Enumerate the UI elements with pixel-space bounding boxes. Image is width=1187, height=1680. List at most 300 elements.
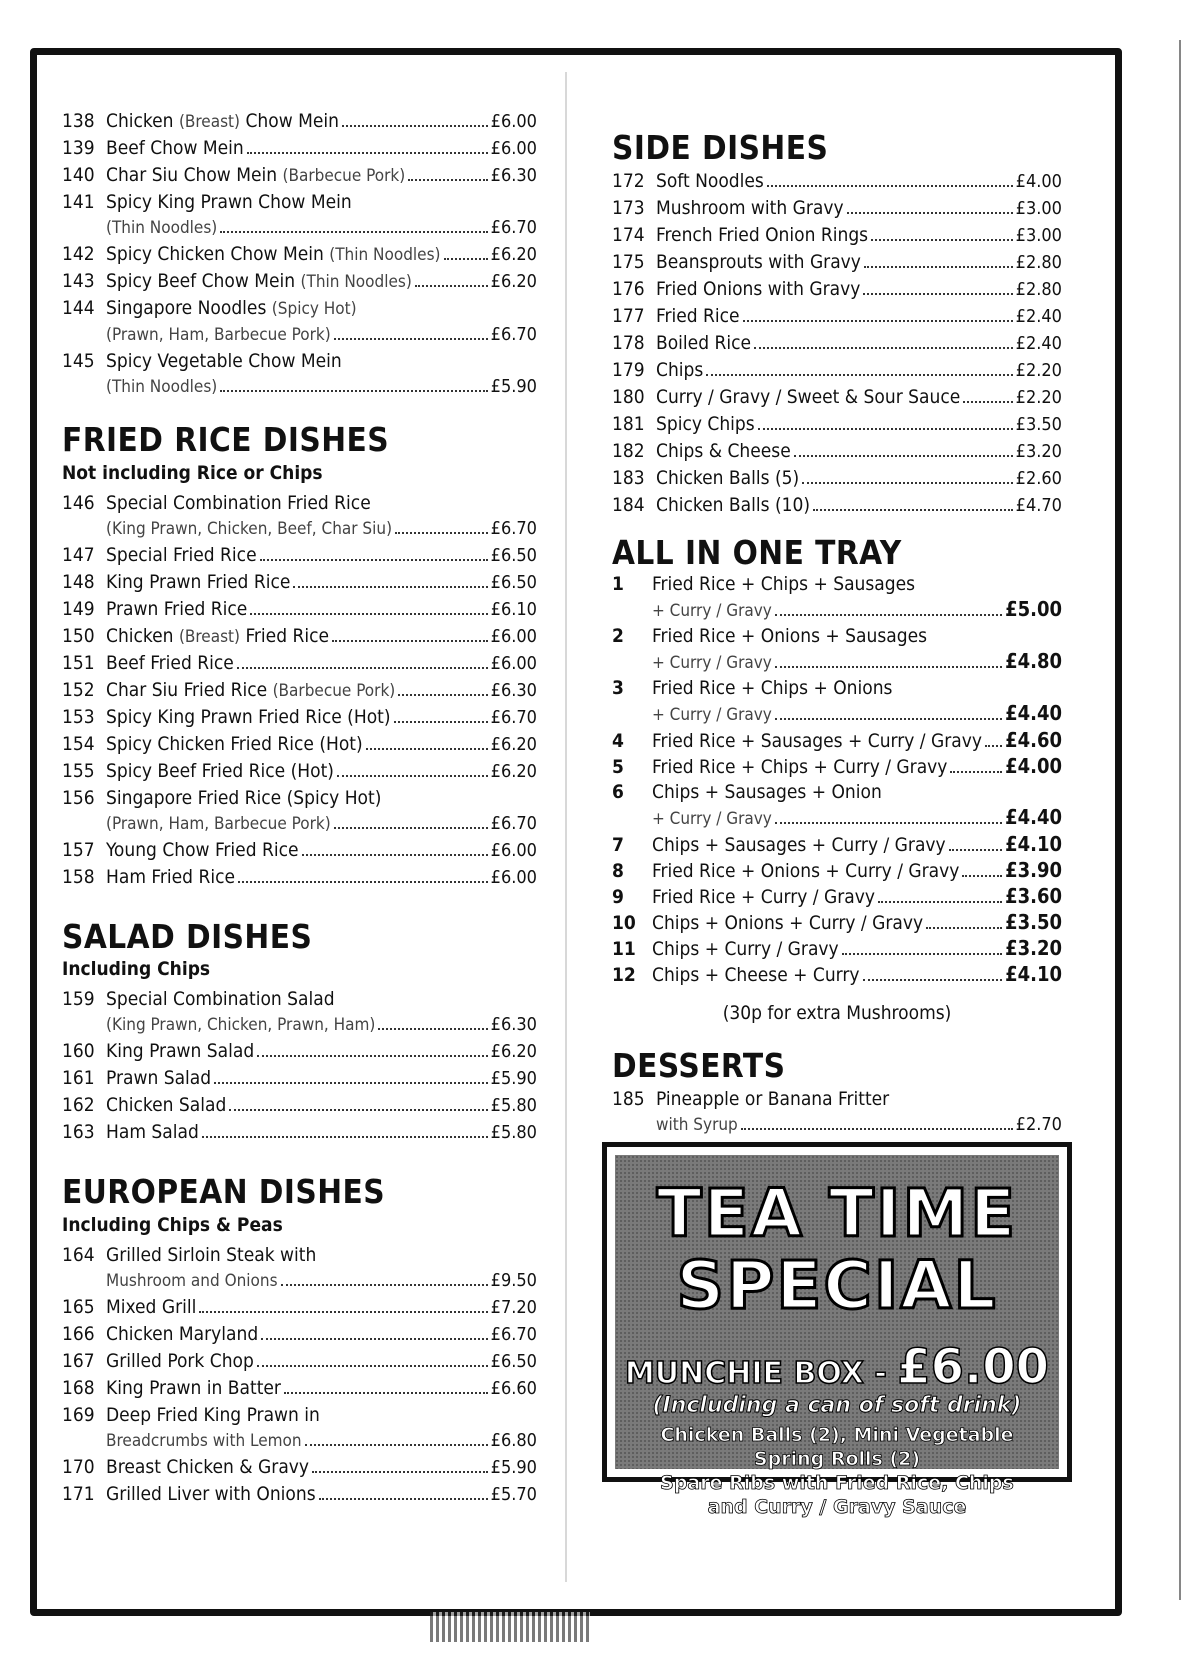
- menu-item-line: [612, 330, 1062, 357]
- menu-item-line: [62, 1428, 537, 1454]
- item-name: [106, 1038, 254, 1064]
- item-number: 8: [612, 860, 624, 883]
- item-number: 147: [62, 543, 95, 566]
- item-note: (Barbecue Pork): [272, 680, 396, 701]
- item-number: 9: [612, 886, 624, 909]
- menu-item-line: [612, 572, 1062, 597]
- menu-item-line: [62, 758, 537, 785]
- menu-item-line: [62, 189, 537, 215]
- menu-item: [62, 677, 537, 704]
- menu-item: [612, 303, 1062, 330]
- menu-item: [62, 1242, 537, 1294]
- menu-item-line: [62, 1012, 537, 1038]
- item-number: 159: [62, 988, 95, 1011]
- dot-leader: [767, 185, 1013, 187]
- menu-item-line: [62, 1294, 537, 1321]
- item-name: [656, 357, 703, 383]
- menu-item-line: [62, 295, 537, 322]
- item-detail: (King Prawn, Chicken, Prawn, Ham): [106, 1015, 376, 1036]
- item-price: £4.70: [1015, 494, 1062, 516]
- menu-item: [62, 108, 537, 135]
- menu-item-line: [62, 1375, 537, 1402]
- menu-item: [62, 268, 537, 295]
- item-name-text: Spicy Beef Fried Rice (Hot): [106, 759, 334, 782]
- item-price: £6.70: [490, 812, 537, 834]
- menu-item-line: [62, 596, 537, 623]
- menu-item: [612, 754, 1062, 780]
- dot-leader: [878, 901, 1002, 903]
- item-number: 162: [62, 1094, 95, 1117]
- item-number: 153: [62, 705, 95, 728]
- item-number: 10: [612, 912, 636, 935]
- item-name: [106, 1402, 320, 1428]
- item-detail: + Curry / Gravy: [652, 809, 772, 830]
- menu-item-line: [62, 569, 537, 596]
- menu-item: [612, 884, 1062, 910]
- item-name: [656, 249, 861, 275]
- menu-item: [62, 1092, 537, 1119]
- dot-leader: [758, 428, 1013, 430]
- item-name: [656, 492, 810, 518]
- item-detail: Mushroom and Onions: [106, 1270, 278, 1291]
- item-name-text: Chicken Balls (10): [656, 493, 811, 516]
- item-number: 139: [62, 137, 95, 159]
- item-number: 175: [612, 250, 645, 273]
- menu-item-line: [612, 222, 1062, 249]
- item-price: £5.80: [490, 1122, 537, 1144]
- item-price: £2.20: [1015, 386, 1062, 408]
- menu-item-line: [612, 701, 1062, 728]
- menu-item-line: [62, 268, 537, 295]
- dot-leader: [775, 822, 1002, 824]
- dot-leader: [229, 1109, 487, 1111]
- item-name: [652, 885, 875, 910]
- item-price: £6.50: [490, 544, 537, 566]
- menu-item-line: [62, 1402, 537, 1428]
- item-price: £5.90: [490, 1068, 537, 1090]
- item-price: £6.00: [490, 625, 537, 647]
- dot-leader: [743, 320, 1013, 322]
- item-name: [106, 1454, 309, 1480]
- item-name: [106, 1092, 226, 1118]
- item-price: £4.10: [1005, 962, 1062, 987]
- item-name: [106, 731, 363, 757]
- item-name: [652, 780, 882, 805]
- dot-leader: [260, 559, 488, 561]
- dot-leader: [863, 979, 1003, 981]
- item-name: [652, 937, 839, 962]
- item-name-text: Singapore Noodles: [106, 297, 272, 319]
- item-name: [652, 833, 946, 858]
- item-detail: Breadcrumbs with Lemon: [106, 1430, 302, 1451]
- item-detail: (Thin Noodles): [106, 377, 218, 397]
- item-price: £3.60: [1005, 884, 1062, 909]
- menu-item-line: [612, 805, 1062, 832]
- menu-item: [62, 295, 537, 348]
- dot-leader: [394, 721, 488, 723]
- item-name-text: Singapore Fried Rice (Spicy Hot): [106, 786, 382, 809]
- item-price: £6.10: [490, 598, 537, 620]
- item-number: 1: [612, 573, 624, 596]
- munchie-box-label: MUNCHIE BOX -: [624, 1356, 898, 1391]
- item-name: [106, 348, 342, 374]
- item-name: [652, 963, 860, 988]
- item-name-text: Grilled Sirloin Steak with: [106, 1243, 317, 1266]
- dot-leader: [302, 854, 488, 856]
- item-name: [106, 986, 335, 1012]
- item-number: 167: [62, 1349, 95, 1372]
- menu-item-line: [612, 624, 1062, 649]
- menu-item: [62, 1375, 537, 1402]
- european-list: [62, 1242, 537, 1508]
- item-name-text: Special Combination Salad: [106, 988, 335, 1011]
- item-name: [106, 189, 352, 215]
- menu-item: [612, 572, 1062, 624]
- item-name-text: Spicy King Prawn Fried Rice (Hot): [106, 705, 391, 728]
- dot-leader: [281, 1284, 488, 1286]
- menu-item: [62, 837, 537, 864]
- item-name-text: Young Chow Fried Rice: [106, 838, 299, 861]
- item-name-text: Pineapple or Banana Fritter: [656, 1087, 890, 1110]
- dot-leader: [220, 231, 487, 233]
- item-name: [106, 758, 334, 784]
- item-price: £6.20: [490, 1041, 537, 1063]
- item-price: £6.80: [490, 1429, 537, 1451]
- item-number: 144: [62, 297, 95, 319]
- dot-leader: [741, 1128, 1013, 1130]
- dot-leader: [247, 152, 488, 154]
- menu-item: [62, 162, 537, 189]
- item-price: £4.00: [1015, 170, 1062, 192]
- item-name-text: Fried Rice + Sausages + Curry / Gravy: [652, 730, 982, 753]
- dot-leader: [949, 849, 1002, 851]
- menu-item-line: [62, 704, 537, 731]
- salad-title: SALAD DISHES: [62, 916, 313, 956]
- item-name-text: Ham Fried Rice: [106, 865, 235, 888]
- menu-item: [612, 249, 1062, 276]
- item-price: £3.00: [1015, 197, 1062, 219]
- menu-item-line: [62, 241, 537, 268]
- item-name-text: Spicy Beef Chow Mein: [106, 270, 301, 292]
- menu-item: [62, 785, 537, 837]
- fried-rice-subtitle: Not including Rice or Chips: [62, 461, 323, 484]
- item-price: £6.70: [490, 1323, 537, 1345]
- menu-item: [612, 858, 1062, 884]
- item-number: 151: [62, 651, 95, 674]
- item-name: [656, 222, 868, 248]
- menu-item: [612, 357, 1062, 384]
- menu-item-line: [62, 1454, 537, 1481]
- dot-leader: [238, 881, 488, 883]
- munchie-contents-line2: Spare Ribs with Fried Rice, Chips: [660, 1472, 1014, 1494]
- item-name-text: Char Siu Chow Mein: [106, 164, 283, 186]
- item-price: £6.30: [490, 1014, 537, 1036]
- item-number: 180: [612, 385, 645, 408]
- desserts-title: DESSERTS: [612, 1046, 786, 1086]
- munchie-box-including: (Including a can of soft drink): [652, 1393, 1022, 1418]
- item-note: (Thin Noodles): [329, 245, 441, 265]
- menu-item-line: [612, 649, 1062, 676]
- dot-leader: [864, 266, 1013, 268]
- dot-leader: [237, 667, 488, 669]
- item-name-text: Chips + Sausages + Curry / Gravy: [652, 834, 946, 857]
- item-number: 182: [612, 439, 645, 462]
- item-price: £4.40: [1005, 805, 1062, 830]
- menu-item-line: [62, 490, 537, 516]
- item-name-text: Chips + Curry / Gravy: [652, 938, 839, 961]
- item-name: [106, 241, 441, 268]
- munchie-contents-line1: Chicken Balls (2), Mini Vegetable Spring Rolls (2): [660, 1424, 1014, 1470]
- menu-item-line: [62, 135, 537, 162]
- item-number: 177: [612, 304, 645, 327]
- menu-item-line: [62, 785, 537, 811]
- item-price: £4.80: [1005, 649, 1062, 674]
- item-price: £3.50: [1005, 910, 1062, 935]
- item-name: [106, 268, 412, 295]
- dot-leader: [342, 125, 488, 127]
- item-detail: (Prawn, Ham, Barbecue Pork): [106, 325, 331, 345]
- page-edge: [1179, 40, 1181, 1600]
- item-name-text: Spicy Chips: [656, 412, 755, 435]
- fried-rice-title: FRIED RICE DISHES: [62, 420, 390, 459]
- item-price: £6.30: [490, 165, 537, 186]
- chow-mein-list: [62, 108, 537, 400]
- side-dishes-title: SIDE DISHES: [612, 128, 829, 167]
- item-name: [656, 168, 764, 194]
- item-name-text: Fried Rice + Chips + Onions: [652, 677, 893, 700]
- item-name-text: Spicy King Prawn Chow Mein: [106, 191, 352, 213]
- menu-item-line: [62, 322, 537, 348]
- item-price: £5.70: [490, 1483, 537, 1505]
- item-name: [656, 303, 740, 329]
- item-price: £6.50: [490, 571, 537, 593]
- dot-leader: [305, 1444, 488, 1446]
- page-fold: [565, 72, 567, 1582]
- item-name: [656, 1086, 889, 1112]
- item-price: £5.90: [490, 1456, 537, 1478]
- item-name: [106, 677, 395, 704]
- item-price: £4.00: [1005, 754, 1062, 779]
- item-price: £6.20: [490, 760, 537, 782]
- menu-item: [62, 348, 537, 400]
- item-number: 142: [62, 243, 95, 265]
- menu-item-line: [612, 303, 1062, 330]
- item-name: [106, 108, 339, 135]
- item-name-text: Soft Noodles: [656, 169, 764, 192]
- dot-leader: [337, 775, 488, 777]
- item-price: £6.20: [490, 733, 537, 755]
- item-name: [652, 572, 915, 597]
- menu-item-line: [62, 623, 537, 650]
- dot-leader: [775, 614, 1002, 616]
- item-name: [656, 384, 960, 410]
- menu-item-line: [612, 168, 1062, 195]
- item-number: 155: [62, 759, 95, 782]
- item-name: [106, 1119, 199, 1145]
- item-name: [106, 542, 257, 568]
- item-number: 154: [62, 732, 95, 755]
- item-number: 168: [62, 1376, 95, 1399]
- menu-item-line: [62, 650, 537, 677]
- item-number: 7: [612, 834, 624, 857]
- item-name-text: Fried Rice + Curry / Gravy: [652, 886, 875, 909]
- dot-leader: [963, 401, 1012, 403]
- item-price: £5.90: [490, 376, 537, 397]
- menu-item-line: [612, 936, 1062, 962]
- item-name-text: King Prawn Salad: [106, 1040, 255, 1063]
- item-price: £3.90: [1005, 858, 1062, 883]
- menu-item-line: [62, 1038, 537, 1065]
- item-name-text: Char Siu Fried Rice: [106, 678, 273, 701]
- item-name: [106, 785, 381, 811]
- menu-item: [612, 624, 1062, 676]
- item-number: 165: [62, 1295, 95, 1318]
- item-price: £6.70: [490, 217, 537, 238]
- side-dishes-list: [612, 168, 1062, 519]
- dot-leader: [802, 482, 1012, 484]
- menu-item: [612, 195, 1062, 222]
- menu-item: [612, 676, 1062, 728]
- item-number: 4: [612, 730, 624, 753]
- item-name: [106, 864, 235, 890]
- menu-item: [612, 832, 1062, 858]
- menu-item: [62, 135, 537, 162]
- european-subtitle: Including Chips & Peas: [62, 1213, 283, 1236]
- menu-item-line: [62, 108, 537, 135]
- menu-item-line: [62, 1268, 537, 1294]
- menu-item: [62, 731, 537, 758]
- item-detail: + Curry / Gravy: [652, 601, 772, 622]
- all-in-one-tray-title: ALL IN ONE TRAY: [612, 532, 902, 572]
- item-name-text: Fried Rice + Chips + Curry / Gravy: [652, 756, 948, 779]
- item-note: (Breast): [178, 626, 241, 647]
- item-name-text: Fried Rice + Onions + Sausages: [652, 625, 927, 648]
- item-price: £6.30: [490, 679, 537, 701]
- item-name-text: Chips + Cheese + Curry: [652, 964, 860, 987]
- item-name: [106, 1321, 258, 1347]
- menu-item: [62, 650, 537, 677]
- item-price: £3.20: [1015, 440, 1062, 462]
- item-price: £6.00: [490, 138, 537, 159]
- item-price: £6.00: [490, 111, 537, 132]
- item-price: £4.60: [1005, 728, 1062, 753]
- dot-leader: [794, 455, 1013, 457]
- item-number: 185: [612, 1087, 645, 1110]
- item-price: £2.40: [1015, 332, 1062, 354]
- item-number: 146: [62, 491, 95, 514]
- item-name: [106, 596, 247, 622]
- item-name-text: Ham Salad: [106, 1121, 199, 1144]
- item-name-text: Chips + Sausages + Onion: [652, 781, 882, 804]
- item-number: 12: [612, 964, 636, 987]
- munchie-box-price: £6.00: [897, 1339, 1050, 1395]
- item-number: 149: [62, 597, 95, 620]
- dot-leader: [813, 509, 1013, 511]
- item-name-text: Fried Onions with Gravy: [656, 277, 861, 300]
- menu-item: [612, 330, 1062, 357]
- item-price: £3.20: [1005, 936, 1062, 961]
- menu-item: [612, 384, 1062, 411]
- item-price: £6.20: [490, 271, 537, 292]
- menu-item: [62, 569, 537, 596]
- menu-item: [62, 704, 537, 731]
- item-name-text: Prawn Fried Rice: [106, 597, 248, 620]
- menu-item-line: [62, 731, 537, 758]
- dot-leader: [408, 179, 487, 181]
- item-price: £6.70: [490, 324, 537, 345]
- dot-leader: [366, 748, 488, 750]
- item-name: [106, 1065, 211, 1091]
- item-name: [656, 276, 860, 302]
- item-name-text: Chicken Balls (5): [656, 466, 800, 489]
- item-number: 166: [62, 1322, 95, 1345]
- item-name-text: Chicken: [106, 110, 179, 132]
- item-name-text: Chicken Maryland: [106, 1322, 259, 1345]
- menu-item: [62, 490, 537, 542]
- item-name: [106, 569, 290, 595]
- menu-item-line: [62, 215, 537, 241]
- item-name: [652, 755, 947, 780]
- item-number: 140: [62, 164, 95, 186]
- right-column: [612, 128, 1062, 1138]
- item-number: 161: [62, 1067, 95, 1090]
- item-detail: (Thin Noodles): [106, 218, 218, 238]
- menu-item-line: [62, 162, 537, 189]
- item-number: 150: [62, 624, 95, 647]
- dot-leader: [871, 239, 1013, 241]
- item-name: [106, 135, 244, 161]
- salad-subtitle: Including Chips: [62, 958, 211, 981]
- dot-leader: [250, 613, 487, 615]
- menu-item-line: [612, 465, 1062, 492]
- desserts-list: [612, 1086, 1062, 1138]
- item-name-text: Spicy Chicken Chow Mein: [106, 243, 330, 265]
- item-number: 143: [62, 270, 95, 292]
- item-name-text: Chicken: [106, 624, 179, 647]
- scan-smudge: [430, 1612, 590, 1642]
- item-number: 183: [612, 466, 645, 489]
- item-price: £3.00: [1015, 224, 1062, 246]
- item-price: £2.60: [1015, 467, 1062, 489]
- menu-item: [62, 1065, 537, 1092]
- item-number: 176: [612, 277, 645, 300]
- item-price: £2.40: [1015, 305, 1062, 327]
- item-price: £6.70: [490, 517, 537, 539]
- item-number: 160: [62, 1040, 95, 1063]
- dot-leader: [985, 745, 1002, 747]
- tray-list: [612, 572, 1062, 988]
- menu-item: [612, 438, 1062, 465]
- menu-item: [62, 623, 537, 650]
- item-price: £9.50: [490, 1269, 537, 1291]
- menu-item-line: [612, 438, 1062, 465]
- menu-item: [612, 962, 1062, 988]
- item-name-text: Chips: [656, 358, 704, 381]
- item-price: £2.70: [1015, 1113, 1062, 1135]
- menu-item-line: [612, 492, 1062, 519]
- item-number: 141: [62, 191, 95, 213]
- item-name: [106, 704, 391, 730]
- dot-leader: [378, 1028, 487, 1030]
- menu-item-line: [612, 728, 1062, 754]
- item-number: 152: [62, 678, 95, 701]
- menu-item: [62, 1321, 537, 1348]
- item-name: [106, 1375, 281, 1401]
- item-number: 171: [62, 1482, 95, 1505]
- item-number: 164: [62, 1243, 95, 1266]
- menu-item-line: [612, 411, 1062, 438]
- item-name: [652, 676, 892, 701]
